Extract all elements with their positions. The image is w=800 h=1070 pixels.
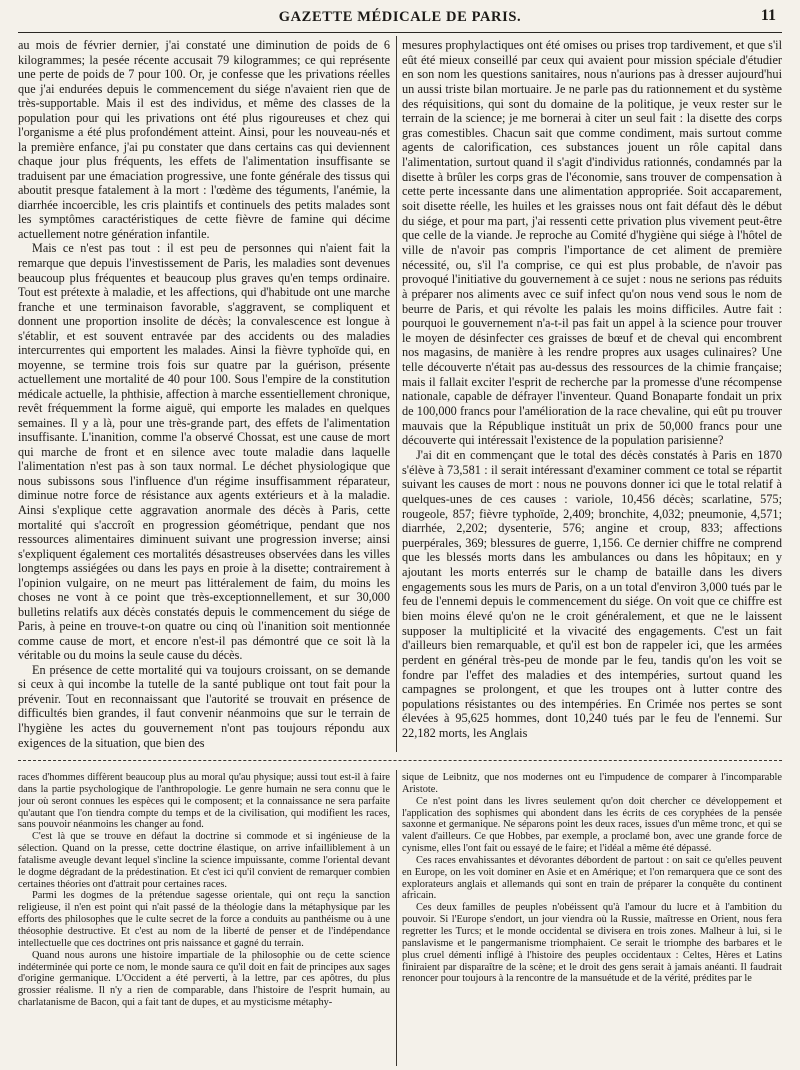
page-header xyxy=(18,6,782,30)
paragraph: Parmi les dogmes de la prétendue sagesse orientale, qui ont reçu la sanction religieuse, il n'en est point qui n'ait passé de la théologie dans la métaphysique par les efforts des philosophes que le culte secret de la force a conduits au panthéisme ou à une théosophie destructive. Et c'est au nom de la liberté de penser et de l'indépendance intellectuelle que ces doctrines ont pris naissance et gagné du terrain. xyxy=(18,890,390,949)
feuilleton-separator xyxy=(18,760,782,761)
top-right-column xyxy=(402,38,782,750)
paragraph: Ce n'est point dans les livres seulement qu'on doit chercher ce développement et l'application des sophismes qui abondent dans les écrits de ces coryphées de la pensée saxonne et germanique. Ne séparons point les deux races, issues d'un même tronc, et qui se valent d'ailleurs. Ce que Hobbes, par exemple, a proclamé bon, avec une grande force de cynisme, elles l'ont fait ou essayé de le faire; et l'idéal a même été dépassé. xyxy=(402,795,782,855)
bottom-right-column xyxy=(402,772,782,1066)
page-number: 11 xyxy=(760,7,776,24)
top-left-column xyxy=(18,38,390,750)
paragraph: J'ai dit en commençant que le total des décès constatés à Paris en 1870 s'élève à 73,581 : il serait intéressant d'examiner comment ce total se répartit suivant les causes de mort : nous ne pouvons donner ici que le total relatif à quelques-unes de ces causes : variole, 10,456 décès; scarlatine, 575; rougeole, 857; fièvre typhoïde, 2,409; bronchite, 4,032; pneumonie, 4,571; diarrhée, 2,202; dysenterie, 576; angine et croup, 833; affections puerpérales, 369; blessures de guerre, 1,156. Ce dernier chiffre ne comprend que les blessés morts dans les ambulances ou dans les hôpitaux; en y ajoutant les morts enterrés sur le champ de bataille dans les divers engagements sous les murs de Paris, on a un total d'environ 3,000 tués par le feu de l'ennemi depuis le commencement du siége. On voit que ce chiffre est bien moins élevé qu'on ne le croit généralement, et que ne le laissent supposer la multiplicité et la vivacité des engagements. C'est un fait d'ailleurs bien remarquable, et qu'il est bon de rappeler ici, que les armées perdent en général très-peu de monde par le feu, tandis qu'on les voit se fondre par l'effet des maladies et des intempéries, surtout quand les campagnes se prolongent, et que les troupes ont à lutter contre des populations résistantes ou des intempéries. En Crimée nos pertes se sont élevées à 95,625 hommes, dont 10,240 tués par le feu de l'ennemi. Sur 22,182 morts, les Anglais xyxy=(402,447,782,741)
column-divider xyxy=(396,36,397,752)
paragraph: C'est là que se trouve en défaut la doctrine si commode et si ingénieuse de la sélection. Quand on la presse, cette doctrine élastique, on arrive infailliblement à un fatalisme aveugle devant lequel s'incline la science impuissante, comme l'oriental devant le dogme dégradant de la prédestination. Et c'est ici qu'il convient de remarquer combien certaines théories ont d'attrait pour certaines races. xyxy=(18,831,390,890)
paragraph: En présence de cette mortalité qui va toujours croissant, on se demande si ceux à qui incombe la tutelle de la santé publique ont tout fait pour la prévenir. Tout en reconnaissant que l'autorité se trouvait en présence de difficultés bien grandes, il faut convenir néanmoins que sur le terrain de l'hygiène les actes du gouvernement n'ont pas toujours répondu aux exigences de la situation, que bien des xyxy=(18,662,390,750)
paragraph: au mois de février dernier, j'ai constaté une diminution de poids de 6 kilogrammes; la pesée récente accusait 79 kilogrammes; ce qui représente une perte de poids de 7 pour 100. Or, je confesse que les privations réelles que j'ai endurées depuis le commencement du siége n'avaient rien que de très-supportable. Mais il est des individus, et même des classes de la population pour qui les privations ont été plus rigoureuses et chez qui l'organisme a été plus profondément atteint. Ainsi, pour les nouveau-nés et la première enfance, j'ai pu constater que dans certains cas qui deviennent chaque jour plus fréquents, les effets de l'alimentation insuffisante se traduisent par une émaciation progressive, une fonte générale des tissus qui aboutit presque fatalement à la mort : l'œdème des téguments, l'anémie, la diarrhée incoercible, les cris plaintifs et continuels des petits malades sont les symptômes caractéristiques de cette fièvre de famine qui décime actuellement notre génération infantile. xyxy=(18,38,390,241)
paragraph: sique de Leibnitz, que nos modernes ont eu l'impudence de comparer à l'incomparable Aristote. xyxy=(402,772,782,795)
paragraph: Mais ce n'est pas tout : il est peu de personnes qui n'aient fait la remarque que depuis l'investissement de Paris, les maladies sont devenues beaucoup plus fréquentes et beaucoup plus graves qu'en temps ordinaire. Tout est prétexte à maladie, et les affections, qui d'habitude ont une marche franche et une terminaison favorable, s'aggravent, se compliquent et donnent une proportion insolite de décès; la convalescence est longue à s'établir, et est souvent entravée par des accidents ou des maladies intercurrentes qui emportent les malades. Ainsi la fièvre typhoïde qui, en moyenne, se termine trois fois sur quatre par la guérison, présente actuellement une mortalité de 40 pour 100. Sous l'empire de la constitution médicale actuelle, la phthisie, affection à marche essentiellement chronique, revêt fréquemment la forme aiguë, qui emporte les malades en quelques semaines. Il y a là, pour une très-grande part, des effets de l'alimentation insuffisante. L'inanition, comme l'a observé Chossat, est une cause de mort qui marche de front et en silence avec toute maladie dans laquelle l'alimentation n'est pas à son taux normal. Le déchet physiologique que nous subissons sous l'influence d'un régime insuffisamment réparateur, diminue notre force de résistance aux agents extérieurs et à la maladie. Ainsi s'explique cette aggravation anormale des décès à Paris, cette mortalité qui s'accroît en progression géométrique, pendant que nos ressources alimentaires diminuent suivant une progression inverse; ainsi s'expliquent également ces mortalités désastreuses observées dans les villes longtemps assiégées ou dans les pays en proie à la disette; contrairement à l'opinion vulgaire, on ne meurt pas littéralement de faim, du moins les choses ne vont à ce point que très-exceptionnellement, et sur 30,000 bulletins relatifs aux décès constatés depuis le commencement du siége de Paris, à peine en trouve-t-on quatre ou cinq où l'inanition soit mentionnée comme cause de mort, et encore n'est-il pas démontré que ce soit là la véritable ou du moins la seule cause du décès. xyxy=(18,241,390,663)
bottom-left-column xyxy=(18,772,390,1066)
paragraph: mesures prophylactiques ont été omises ou prises trop tardivement, et que s'il eût été mieux conseillé par ceux qui avaient pour mission spéciale d'étudier en son nom les questions sanitaires, nous n'aurions pas à dresser aujourd'hui un aussi triste bilan mortuaire. Je ne parle pas du rationnement et du système des réquisitions, qui sont du domaine de la politique, je veux rester sur le terrain de la science; je me bornerai à citer un seul fait : la disette des corps gras comestibles. Chacun sait que comme condiment, mais surtout comme agents de calorification, ces substances jouent un rôle capital dans l'alimentation, surtout quand il s'agit d'individus rationnés, condamnés par la disette à brûler les corps gras de l'économie, sans trouver de compensation à cette perte incessante dans une alimentation appropriée. Soit accaparement, soit disette réelle, les huiles et les graisses nous ont fait défaut dès le début du siége, et pour ma part, j'ai ressenti cette privation plus vivement peut-être que celle de la viande. Je reproche au Comité d'hygiène qui siége à l'hôtel de ville de n'avoir pas compris l'importance de cet aliment de première nécessité, ou, s'il l'a comprise, ce qui est plus probable, de n'avoir pas provoqué l'initiative du gouvernement à ce sujet : nous ne serions pas réduits à préparer nos aliments avec ce suif infect qu'on nous vend sous le nom de beurre de Paris, et qui révolte les palais les moins difficiles. Autre fait : pourquoi le gouvernement n'a-t-il pas fait un appel à la science pour trouver le moyen de désinfecter ces graisses de bœuf et de cheval qui encombrent nos magasins, de manière à les rendre propres aux usages culinaires? Une telle découverte n'était pas au-dessus des ressources de la chimie française; mais il fallait exciter l'esprit de recherche par la promesse d'une récompense nationale, capable de défrayer l'inventeur. Quand Bonaparte fondait un prix de 100,000 francs pour l'amélioration de la race chevaline, qui eût pu trouver mauvais que la République instituât un prix de 50,000 francs pour une découverte qui intéressait l'existence de la population parisienne? xyxy=(402,38,782,448)
header-rule xyxy=(18,32,782,33)
column-divider xyxy=(396,770,397,1066)
paragraph: Ces races envahissantes et dévorantes débordent de partout : on sait ce qu'elles peuvent en Europe, on les voit dominer en Asie et en Amérique; et l'on remarquera que ce sont des explorateurs anglais et allemands qui sont en train de préparer la conquête du continent africain. xyxy=(402,854,782,902)
paragraph: races d'hommes diffèrent beaucoup plus au moral qu'au physique; aussi tout est-il à faire dans la partie psychologique de l'anthropologie. Le genre humain ne sera connu que le jour où seront connues les espèces qui le composent; et la connaissance ne sera parfaite qu'autant que l'on tiendra compte du temps et de la civilisation, qui modifient les races, sans pouvoir néanmoins les changer au fond. xyxy=(18,772,390,831)
paragraph: Quand nous aurons une histoire impartiale de la philosophie ou de cette science indéterminée qui porte ce nom, le monde saura ce qu'il doit en fait de principes aux sages d'origine germanique. L'Occident a été perverti, à la lettre, par ces apôtres, du plus grossier réalisme. Il n'y a rien de comparable, dans l'histoire de l'esprit humain, au charlatanisme de Bacon, qui a fait tant de dupes, et au mysticisme métaphy- xyxy=(18,949,390,1009)
journal-title: GAZETTE MÉDICALE DE PARIS. xyxy=(278,9,522,25)
paragraph: Ces deux familles de peuples n'obéissent qu'à l'amour du lucre et à l'ambition du pouvoir. Si l'Europe s'endort, un jour viendra où la Russie, maîtresse en Orient, nous fera regretter les Turcs; et le monde occidental se divisera en trois zones. Malheur à lui, si le panslavisme et le pangermanisme triomphaient. Ce serait le triomphe des barbares et le plus cruel démenti infligé à l'histoire des peuples occidentaux : Celtes, Hères et Latins finiraient par disparaître de la scène; et le droit des gens serait à jamais anéanti. Il faudrait renoncer pour toujours à la rencontre de la mansuétude et de la vérité, prédites par le xyxy=(402,902,782,985)
